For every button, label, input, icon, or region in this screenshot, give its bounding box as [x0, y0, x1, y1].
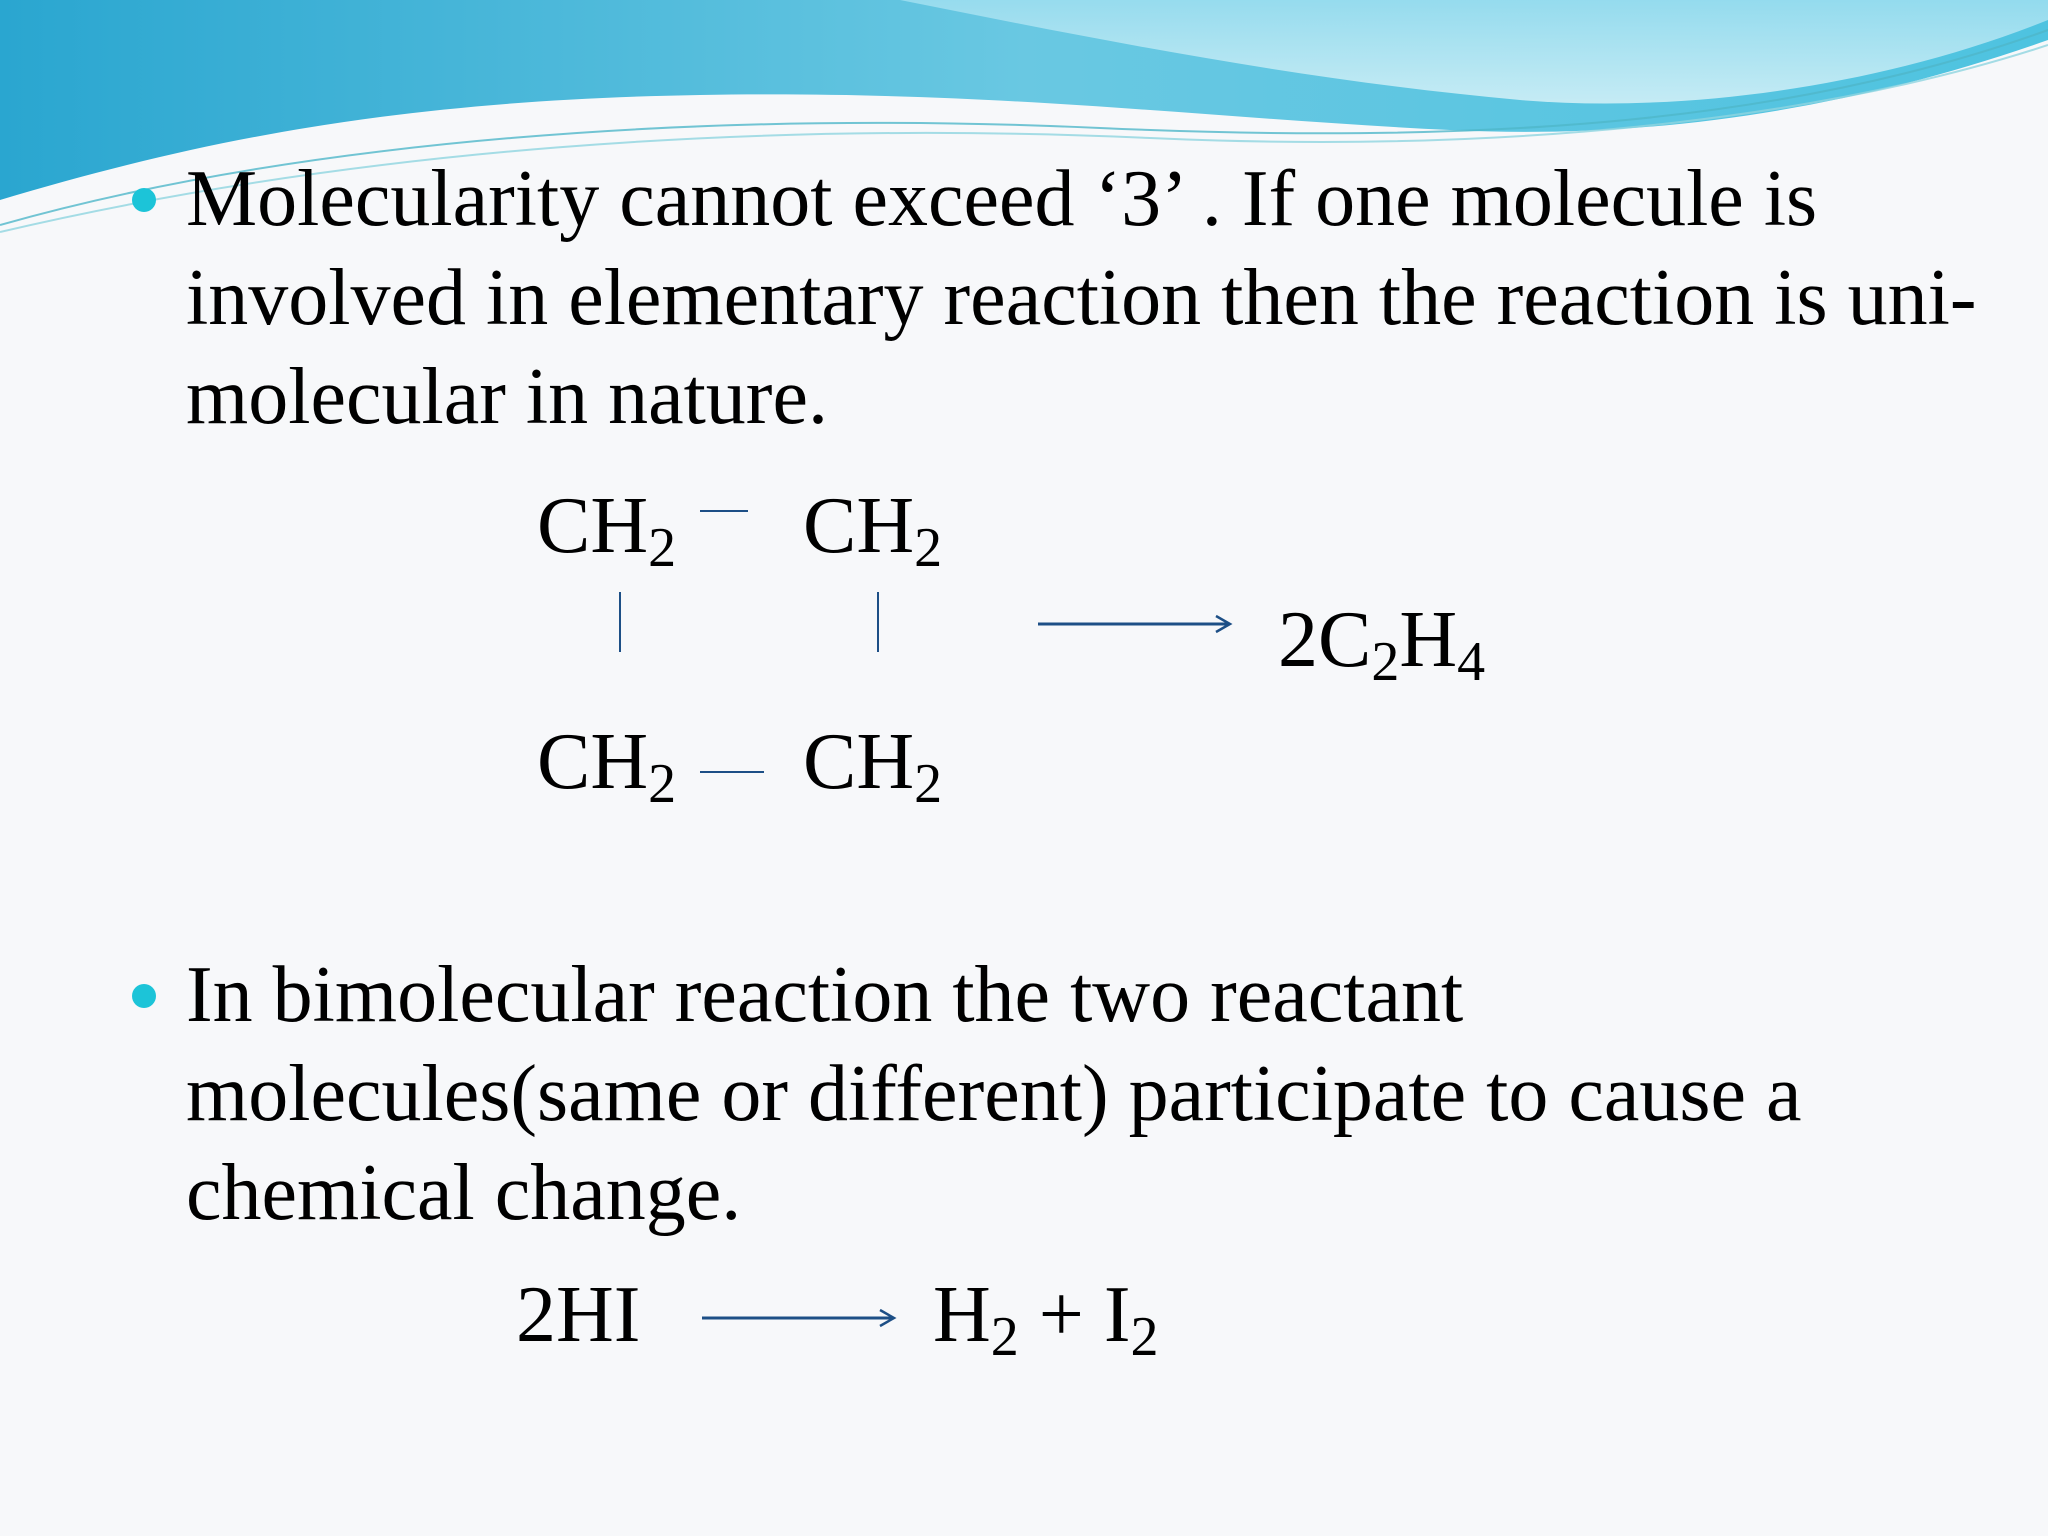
bullet-2-text: In bimolecular reaction the two reactant molecules(same or different) participate to cause a chemical change. [186, 951, 1802, 1237]
formula-bottom-left: $CH_2$ [537, 718, 677, 815]
reaction-arrow-icon [1038, 612, 1234, 636]
bullet-point-1 [186, 150, 1986, 447]
bond-bottom [700, 771, 764, 773]
bond-right [877, 592, 879, 652]
bond-top [700, 510, 748, 512]
bullet-1-text: Molecularity cannot exceed ‘3’ . If one molecule is involved in elementary reaction then the reaction is uni-molecular in nature. [186, 155, 1977, 441]
formula-top-right: $CH_2$ [803, 482, 943, 579]
product-h2-i2: $H_2 + I_2$ [933, 1271, 1159, 1368]
bullet-dot-icon [132, 984, 156, 1008]
formula-bottom-right: $CH_2$ [803, 718, 943, 815]
bond-left [619, 592, 621, 652]
reaction-arrow-icon [702, 1306, 898, 1330]
reactant-hi: 2HI [516, 1271, 641, 1359]
bullet-dot-icon [132, 188, 156, 212]
product-ethene: $2C_2H_4$ [1278, 596, 1486, 693]
bullet-point-2 [186, 946, 1986, 1243]
formula-top-left: $CH_2$ [537, 482, 677, 579]
